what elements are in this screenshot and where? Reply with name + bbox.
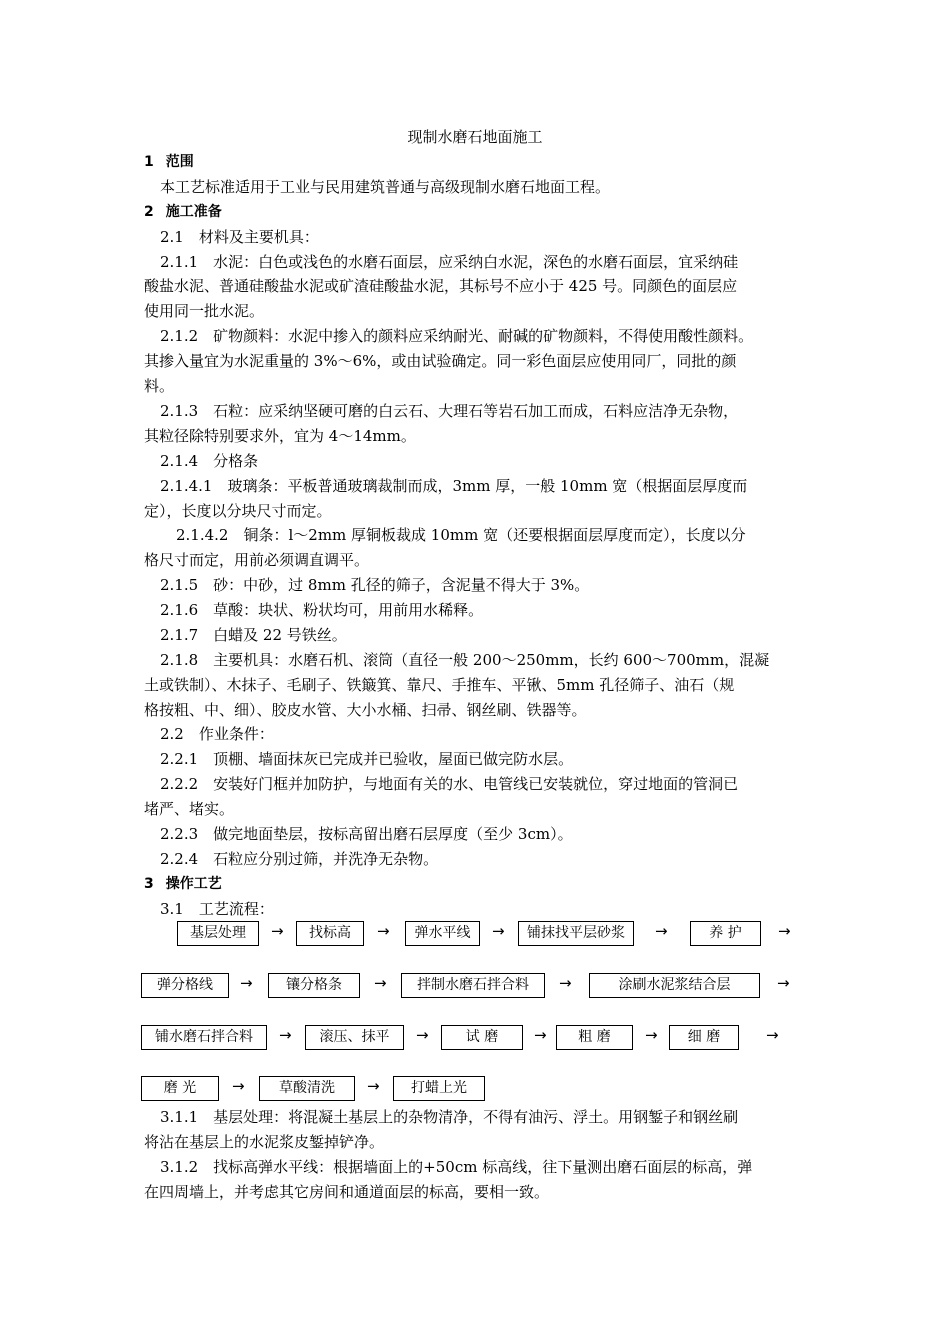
flow-arrow: →: [240, 974, 253, 992]
paragraph-line: 格尺寸而定，用前必须调直调平。: [144, 551, 370, 569]
paragraph-line: 定），长度以分块尺寸而定。: [144, 502, 332, 520]
paragraph-line: 2.1 材料及主要机具：: [160, 228, 319, 246]
paragraph-line: 格按粗、中、细）、胶皮水管、大小水桶、扫帚、钢丝刷、铁器等。: [144, 701, 587, 719]
paragraph-line: 2.2.4 石粒应分别过筛，并洗净无杂物。: [160, 850, 439, 868]
paragraph-line: 其掺入量宜为水泥重量的 3%～6%，或由试验确定。同一彩色面层应使用同厂，同批的颜: [144, 352, 737, 370]
flow-arrow: →: [778, 922, 791, 940]
flow-arrow: →: [766, 1026, 779, 1044]
paragraph-line: 2.1.7 白蜡及 22 号铁丝。: [160, 626, 347, 644]
paragraph-line: 3.1.2 找标高弹水平线：根据墙面上的+50cm 标高线，往下量测出磨石面层的标高，弹: [160, 1158, 753, 1176]
section-1-heading: 1 范围: [144, 154, 194, 170]
flow-step-box: 弹水平线: [405, 921, 480, 946]
flow-arrow: →: [377, 922, 390, 940]
paragraph-line: 2.1.3 石粒：应采纳坚硬可磨的白云石、大理石等岩石加工而成，石料应洁净无杂物，: [160, 402, 739, 420]
paragraph-line: 2.1.4.1 玻璃条：平板普通玻璃裁制而成，3mm 厚，一般 10mm 宽（根据面层厚度而: [160, 477, 748, 495]
flow-step-box: 找标高: [296, 921, 364, 946]
paragraph-line: 2.2.1 顶棚、墙面抹灰已完成并已验收，屋面已做完防水层。: [160, 750, 574, 768]
flow-step-box: 打蜡上光: [393, 1076, 485, 1101]
flow-arrow: →: [645, 1026, 658, 1044]
flow-step-box: 粗 磨: [556, 1025, 633, 1050]
paragraph-line: 2.1.5 砂：中砂，过 8mm 孔径的筛子，含泥量不得大于 3%。: [160, 576, 590, 594]
paragraph-line: 2.1.4 分格条: [160, 452, 259, 470]
flow-step-box: 拌制水磨石拌合料: [401, 973, 545, 998]
flow-step-box: 镶分格条: [268, 973, 360, 998]
paragraph-line: 堵严、堵实。: [144, 800, 235, 818]
paragraph-line: 土或铁制）、木抹子、毛刷子、铁簸箕、靠尺、手推车、平锹、5mm 孔径筛子、油石（规: [144, 676, 735, 694]
flow-arrow: →: [374, 974, 387, 992]
section-3-heading: 3 操作工艺: [144, 876, 222, 892]
flow-arrow: →: [367, 1077, 380, 1095]
flow-step-box: 涂刷水泥浆结合层: [589, 973, 760, 998]
flow-step-box: 磨 光: [141, 1076, 219, 1101]
paragraph-line: 2.2.3 做完地面垫层，按标高留出磨石层厚度（至少 3cm）。: [160, 825, 573, 843]
paragraph-line: 2.2 作业条件：: [160, 725, 274, 743]
flow-step-box: 试 磨: [441, 1025, 523, 1050]
paragraph-line: 3.1.1 基层处理：将混凝土基层上的杂物清净，不得有油污、浮土。用钢錾子和钢丝刷: [160, 1108, 739, 1126]
paragraph-line: 在四周墙上，并考虑其它房间和通道面层的标高，要相一致。: [144, 1183, 550, 1201]
paragraph-line: 酸盐水泥、普通硅酸盐水泥或矿渣硅酸盐水泥，其标号不应小于 425 号。同颜色的面层应: [144, 277, 738, 295]
flow-arrow: →: [232, 1077, 245, 1095]
flow-step-box: 弹分格线: [141, 973, 229, 998]
paragraph-line: 料。: [144, 377, 175, 395]
flow-step-box: 铺水磨石拌合料: [141, 1025, 267, 1050]
flow-step-box: 基层处理: [177, 921, 259, 946]
flow-step-box: 滚压、抹平: [305, 1025, 404, 1050]
section-2-heading: 2 施工准备: [144, 204, 222, 220]
section-1-body: 本工艺标准适用于工业与民用建筑普通与高级现制水磨石地面工程。: [160, 178, 611, 196]
flow-step-box: 草酸清洗: [259, 1076, 355, 1101]
flow-arrow: →: [416, 1026, 429, 1044]
flow-arrow: →: [655, 922, 668, 940]
paragraph-line: 将沾在基层上的水泥浆皮錾掉铲净。: [144, 1133, 385, 1151]
paragraph-line: 3.1 工艺流程：: [160, 900, 274, 918]
paragraph-line: 2.2.2 安装好门框并加防护，与地面有关的水、电管线已安装就位，穿过地面的管洞已: [160, 775, 739, 793]
paragraph-line: 2.1.6 草酸：块状、粉状均可，用前用水稀释。: [160, 601, 484, 619]
paragraph-line: 2.1.1 水泥：白色或浅色的水磨石面层，应采纳白水泥，深色的水磨石面层，宜采纳硅: [160, 253, 739, 271]
page-title: 现制水磨石地面施工: [407, 128, 543, 146]
paragraph-line: 其粒径除特别要求外，宜为 4～14mm。: [144, 427, 416, 445]
flow-step-box: 养 护: [690, 921, 761, 946]
flow-arrow: →: [534, 1026, 547, 1044]
flow-arrow: →: [559, 974, 572, 992]
paragraph-line: 2.1.4.2 铜条：l～2mm 厚铜板裁成 10mm 宽（还要根据面层厚度而定），长度以分: [176, 526, 746, 544]
flow-arrow: →: [492, 922, 505, 940]
flow-arrow: →: [279, 1026, 292, 1044]
flow-step-box: 细 磨: [669, 1025, 739, 1050]
paragraph-line: 使用同一批水泥。: [144, 302, 265, 320]
flow-arrow: →: [777, 974, 790, 992]
paragraph-line: 2.1.2 矿物颜料：水泥中掺入的颜料应采纳耐光、耐碱的矿物颜料，不得使用酸性颜料。: [160, 327, 754, 345]
flow-step-box: 铺抹找平层砂浆: [518, 921, 634, 946]
paragraph-line: 2.1.8 主要机具：水磨石机、滚筒（直径一般 200～250mm，长约 600～700mm，混凝: [160, 651, 770, 669]
flow-arrow: →: [271, 922, 284, 940]
